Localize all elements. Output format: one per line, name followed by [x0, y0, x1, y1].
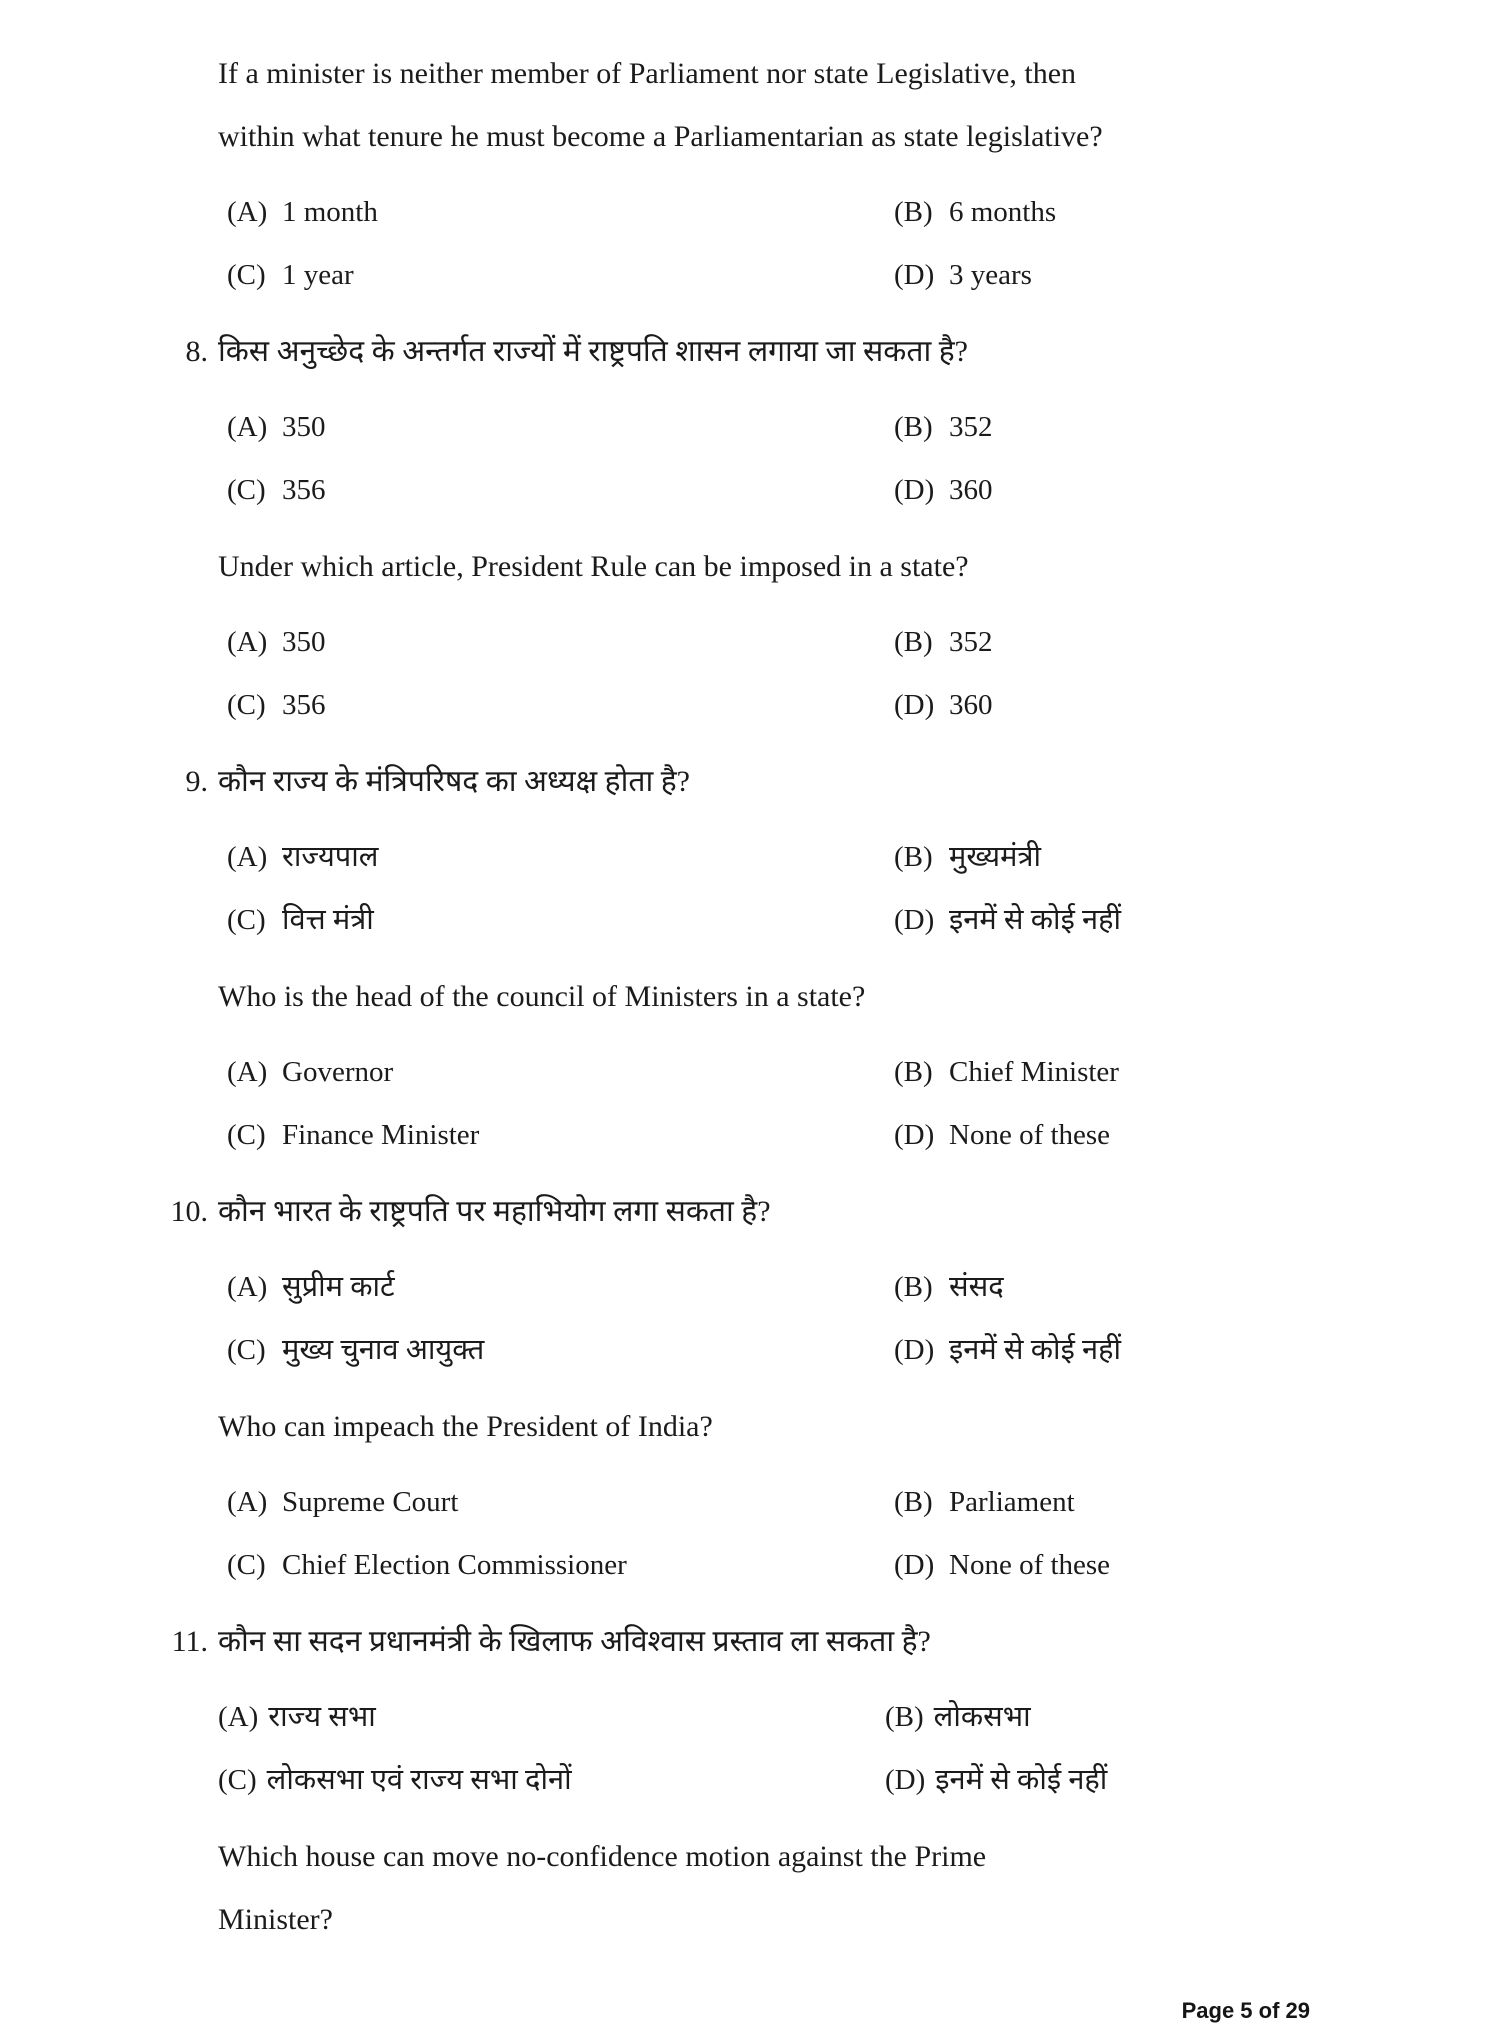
option [885, 826, 1310, 889]
option-label: (A) [227, 411, 268, 443]
question-block [218, 42, 1310, 307]
question-line: Which house can move no-confidence motion against the Prime [218, 1840, 987, 1873]
option [218, 826, 885, 889]
option-text: None of these [949, 1119, 1111, 1151]
option-text: 356 [282, 689, 326, 721]
options-grid [218, 1256, 1310, 1382]
option-label: (C) [227, 904, 266, 936]
option-label: (A) [227, 1056, 268, 1088]
option-label: (D) [894, 1119, 935, 1151]
option [218, 1749, 885, 1812]
question-block [218, 965, 1310, 1167]
option [885, 674, 1310, 737]
option [885, 1041, 1310, 1104]
option-text: मुख्य चुनाव आयुक्त [282, 1334, 485, 1366]
option-text: 1 month [282, 196, 378, 228]
option-text: सुप्रीम कार्ट [282, 1271, 395, 1303]
options-grid [218, 181, 1310, 307]
option-text: 360 [949, 689, 993, 721]
option-label: (B) [894, 411, 933, 443]
option-text: संसद [949, 1271, 1004, 1303]
option [885, 396, 1310, 459]
question-block [170, 1180, 1310, 1382]
option-label: (D) [894, 1549, 935, 1581]
option [218, 889, 885, 952]
option-label: (C) [227, 474, 266, 506]
option [218, 396, 885, 459]
option-label: (C) [227, 1119, 266, 1151]
option-label: (A) [227, 196, 268, 228]
question-number: 8. [185, 335, 208, 368]
option-text: 360 [949, 474, 993, 506]
option-label: (C) [227, 689, 266, 721]
question-line: 10. कौन भारत के राष्ट्रपति पर महाभियोग लगा सकता है? [218, 1180, 1310, 1243]
question-line: Who can impeach the President of India? [218, 1410, 713, 1443]
option [218, 1534, 885, 1597]
option-label: (B) [894, 841, 933, 873]
option [885, 1749, 1310, 1812]
question-line: 11. कौन सा सदन प्रधानमंत्री के खिलाफ अविश्वास प्रस्ताव ला सकता है? [218, 1610, 1310, 1673]
option-label: (D) [885, 1764, 926, 1796]
option-text: 350 [282, 411, 326, 443]
option-label: (B) [894, 196, 933, 228]
option-label: (D) [894, 904, 935, 936]
option-text: Supreme Court [282, 1486, 459, 1518]
option-label: (B) [894, 1486, 933, 1518]
option-label: (A) [227, 626, 268, 658]
option-text: 6 months [949, 196, 1057, 228]
question-list [170, 0, 1310, 1951]
option [218, 1471, 885, 1534]
option-text: इनमें से कोई नहीं [949, 1334, 1122, 1366]
option-text: 350 [282, 626, 326, 658]
option-label: (B) [894, 1056, 933, 1088]
option-text: राज्य सभा [268, 1701, 376, 1733]
question-line: 8. किस अनुच्छेद के अन्तर्गत राज्यों में राष्ट्रपति शासन लगाया जा सकता है? [218, 320, 1310, 383]
option [885, 1534, 1310, 1597]
option-label: (D) [894, 689, 935, 721]
option-label: (D) [894, 259, 935, 291]
option-label: (C) [227, 1334, 266, 1366]
option [218, 1104, 885, 1167]
options-grid [218, 1041, 1310, 1167]
option-label: (A) [227, 841, 268, 873]
question-line: If a minister is neither member of Parliament nor state Legislative, then [218, 57, 1077, 90]
question-line: 9. कौन राज्य के मंत्रिपरिषद का अध्यक्ष होता है? [218, 750, 1310, 813]
option-label: (D) [894, 474, 935, 506]
option [885, 181, 1310, 244]
option-label: (C) [227, 259, 266, 291]
option [218, 1041, 885, 1104]
option [218, 1256, 885, 1319]
option-label: (C) [218, 1764, 257, 1796]
option-text: लोकसभा एवं राज्य सभा दोनों [266, 1764, 572, 1796]
question-line: Under which article, President Rule can be imposed in a state? [218, 550, 969, 583]
option-label: (A) [218, 1701, 259, 1733]
question-block [185, 750, 1310, 952]
options-grid [218, 1471, 1310, 1597]
options-grid [218, 396, 1310, 522]
option-text: मुख्यमंत्री [949, 841, 1041, 873]
option-label: (B) [894, 626, 933, 658]
option [218, 244, 885, 307]
question-block [171, 1610, 1310, 1812]
options-grid [218, 611, 1310, 737]
option [885, 1256, 1310, 1319]
option-text: 3 years [949, 259, 1032, 291]
option-text: इनमें से कोई नहीं [949, 904, 1122, 936]
option-text: राज्यपाल [282, 841, 379, 873]
option-text: लोकसभा [933, 1701, 1031, 1733]
option [218, 611, 885, 674]
option-label: (B) [885, 1701, 924, 1733]
option [885, 889, 1310, 952]
question-number: 11. [171, 1625, 208, 1658]
options-grid [218, 826, 1310, 952]
question-block [218, 1395, 1310, 1597]
option [218, 674, 885, 737]
question-number: 10. [170, 1195, 208, 1228]
option [885, 244, 1310, 307]
option-text: 356 [282, 474, 326, 506]
option-label: (C) [227, 1549, 266, 1581]
option-text: Finance Minister [282, 1119, 480, 1151]
page-footer: Page 5 of 29 [1181, 1998, 1310, 2023]
option-label: (A) [227, 1271, 268, 1303]
option-text: इनमें से कोई नहीं [935, 1764, 1108, 1796]
question-line: Who is the head of the council of Ministers in a state? [218, 980, 866, 1013]
option [218, 181, 885, 244]
option-label: (A) [227, 1486, 268, 1518]
option [885, 611, 1310, 674]
option-text: 352 [949, 626, 993, 658]
option-label: (B) [894, 1271, 933, 1303]
option-text: वित्त मंत्री [282, 904, 374, 936]
option [218, 459, 885, 522]
option-text: Governor [282, 1056, 394, 1088]
option [218, 1319, 885, 1382]
question-block [218, 535, 1310, 737]
question-block [185, 320, 1310, 522]
question-line: within what tenure he must become a Parliamentarian as state legislative? [218, 120, 1103, 153]
option-label: (D) [894, 1334, 935, 1366]
option-text: 352 [949, 411, 993, 443]
options-grid [218, 1686, 1310, 1812]
option-text: None of these [949, 1549, 1111, 1581]
question-block [218, 1825, 1310, 1951]
option [885, 1104, 1310, 1167]
option-text: Chief Election Commissioner [282, 1549, 627, 1581]
option [885, 459, 1310, 522]
option [885, 1686, 1310, 1749]
option-text: 1 year [282, 259, 354, 291]
option [885, 1319, 1310, 1382]
question-line: Minister? [218, 1903, 333, 1936]
question-number: 9. [185, 765, 208, 798]
option-text: Parliament [949, 1486, 1075, 1518]
option [218, 1686, 885, 1749]
option [885, 1471, 1310, 1534]
option-text: Chief Minister [949, 1056, 1119, 1088]
